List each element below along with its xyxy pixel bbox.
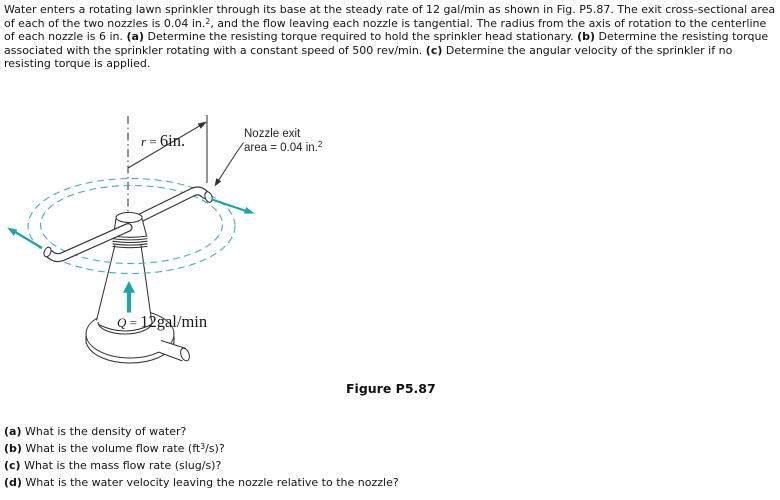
flow-rate-label: Q = 12gal/min	[117, 312, 208, 331]
question-c: (c) What is the mass flow rate (slug/s)?	[4, 458, 222, 472]
nozzle-area-label-line2: area = 0.04 in.$^2$	[244, 140, 323, 154]
radius-arrowhead-icon	[198, 122, 207, 129]
column-fill	[97, 245, 152, 322]
nozzle-area-label	[244, 128, 322, 155]
radius-label: r = 6in.	[141, 131, 186, 150]
nozzle-leader-arrowhead-icon	[215, 178, 222, 186]
hub-top	[116, 213, 142, 223]
problem-statement: Water enters a rotating lawn sprinkler through its base at the steady rate of 12 gal/min as shown in Fig. P5.87. The exit cross-sectional area of each of the two nozzles is 0.04 in.$^2$, and the flow leaving each nozzle is tangential. The radius from the axis of rotation to the centerline of each nozzle is 6 in. (a) Determine the resisting torque required to hold the sprinkler head stationary. (b) Determine the resisting torque associated with the sprinkler rotating with a constant speed of 500 rev/min. (c) Determine the angular velocity of the sprinkler if no resisting torque is applied.	[4, 3, 776, 71]
jet-arrowhead-right-icon	[244, 207, 255, 214]
question-d: (d) What is the water velocity leaving the nozzle relative to the nozzle?	[4, 475, 399, 489]
question-a: (a) What is the density of water?	[4, 425, 187, 438]
jet-arrowhead-left-icon	[7, 228, 17, 236]
nozzle-area-label-line1: Nozzle exit	[244, 128, 301, 140]
sprinkler-arm-right	[133, 191, 214, 222]
nozzle-label-leader-line	[216, 143, 244, 186]
question-b: (b) What is the volume flow rate $(ft^3/s)$?	[4, 441, 225, 455]
question-list	[4, 424, 399, 492]
figure-caption: Figure P5.87	[346, 381, 436, 396]
